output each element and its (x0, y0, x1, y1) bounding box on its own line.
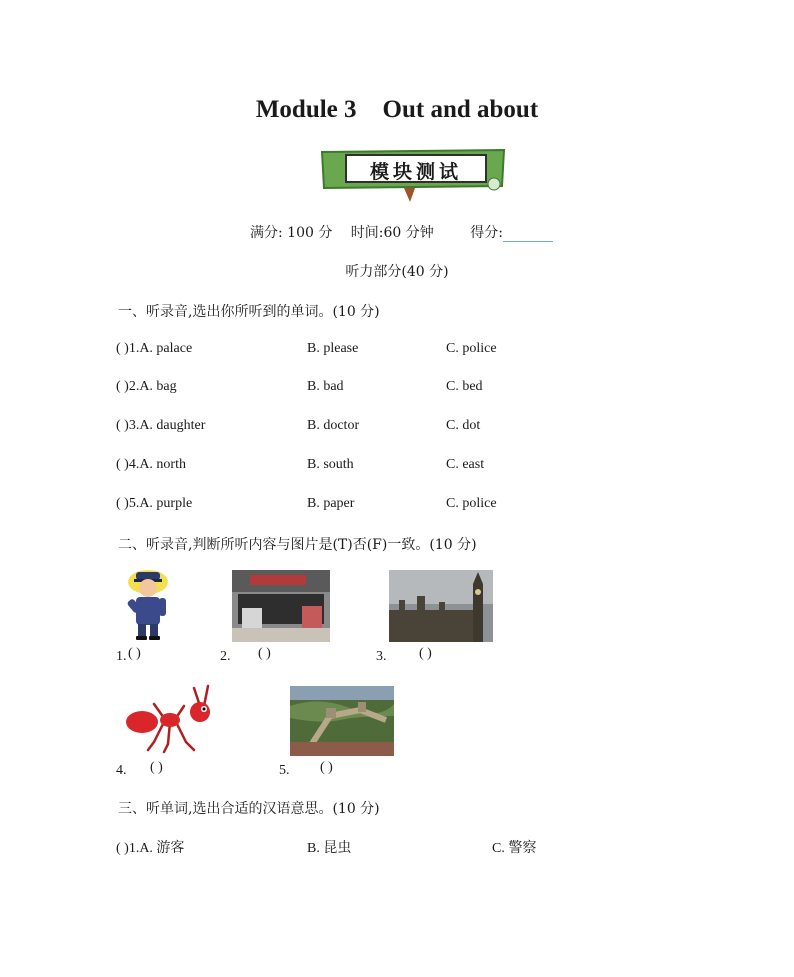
full-score: 满分: 100 分 (250, 225, 333, 241)
ant-image (124, 684, 218, 754)
s2-label-1: 1. (116, 649, 127, 664)
s3-q1-c: C. 警察 (492, 841, 537, 856)
big-ben-image (389, 570, 493, 642)
banner-text: 模块测试 (369, 161, 462, 183)
s1-q4-b: B. south (307, 457, 354, 472)
s1-q2-a[interactable]: ( )2.A. bag (116, 379, 177, 394)
page-title (0, 96, 794, 124)
s2-label-4: 4. (116, 763, 127, 778)
s1-q1-c: C. police (446, 341, 497, 356)
section2-heading: 二、听录音,判断所听内容与图片是(T)否(F)一致。(10 分) (118, 537, 477, 553)
score-blank[interactable] (503, 227, 553, 242)
score-label: 得分: (470, 225, 503, 241)
s1-q5-c: C. police (446, 496, 497, 511)
s1-q2-b: B. bad (307, 379, 344, 394)
s3-q1-b: B. 昆虫 (307, 841, 352, 856)
s1-q3-c: C. dot (446, 418, 481, 433)
s2-label-3: 3. (376, 649, 387, 664)
s1-q2-c: C. bed (446, 379, 483, 394)
great-wall-image (290, 686, 394, 756)
s2-label-5: 5. (279, 763, 290, 778)
module-test-banner (318, 146, 508, 204)
time-limit: 时间:60 分钟 (350, 225, 434, 241)
title-topic: Out and about (382, 96, 539, 123)
listening-section-title: 听力部分(40 分) (345, 264, 449, 280)
s2-answer-4[interactable]: ( ) (150, 760, 163, 775)
shop-front-image (232, 570, 330, 642)
s1-q3-b: B. doctor (307, 418, 360, 433)
s2-answer-1[interactable]: ( ) (128, 646, 141, 661)
police-officer-image (126, 568, 170, 642)
s2-answer-5[interactable]: ( ) (320, 760, 333, 775)
section3-heading: 三、听单词,选出合适的汉语意思。(10 分) (118, 801, 380, 817)
s2-label-2: 2. (220, 649, 231, 664)
s3-q1-a[interactable]: ( )1.A. 游客 (116, 841, 185, 856)
score-line (250, 222, 553, 242)
s1-q3-a[interactable]: ( )3.A. daughter (116, 418, 206, 433)
s1-q4-a[interactable]: ( )4.A. north (116, 457, 186, 472)
s2-answer-3[interactable]: ( ) (419, 646, 432, 661)
s2-answer-2[interactable]: ( ) (258, 646, 271, 661)
section1-heading: 一、听录音,选出你所听到的单词。(10 分) (118, 304, 380, 320)
s1-q1-a[interactable]: ( )1.A. palace (116, 341, 193, 356)
title-module: Module 3 (255, 96, 357, 123)
s1-q1-b: B. please (307, 341, 359, 356)
s1-q4-c: C. east (446, 457, 485, 472)
s1-q5-a[interactable]: ( )5.A. purple (116, 496, 193, 511)
s1-q5-b: B. paper (307, 496, 355, 511)
